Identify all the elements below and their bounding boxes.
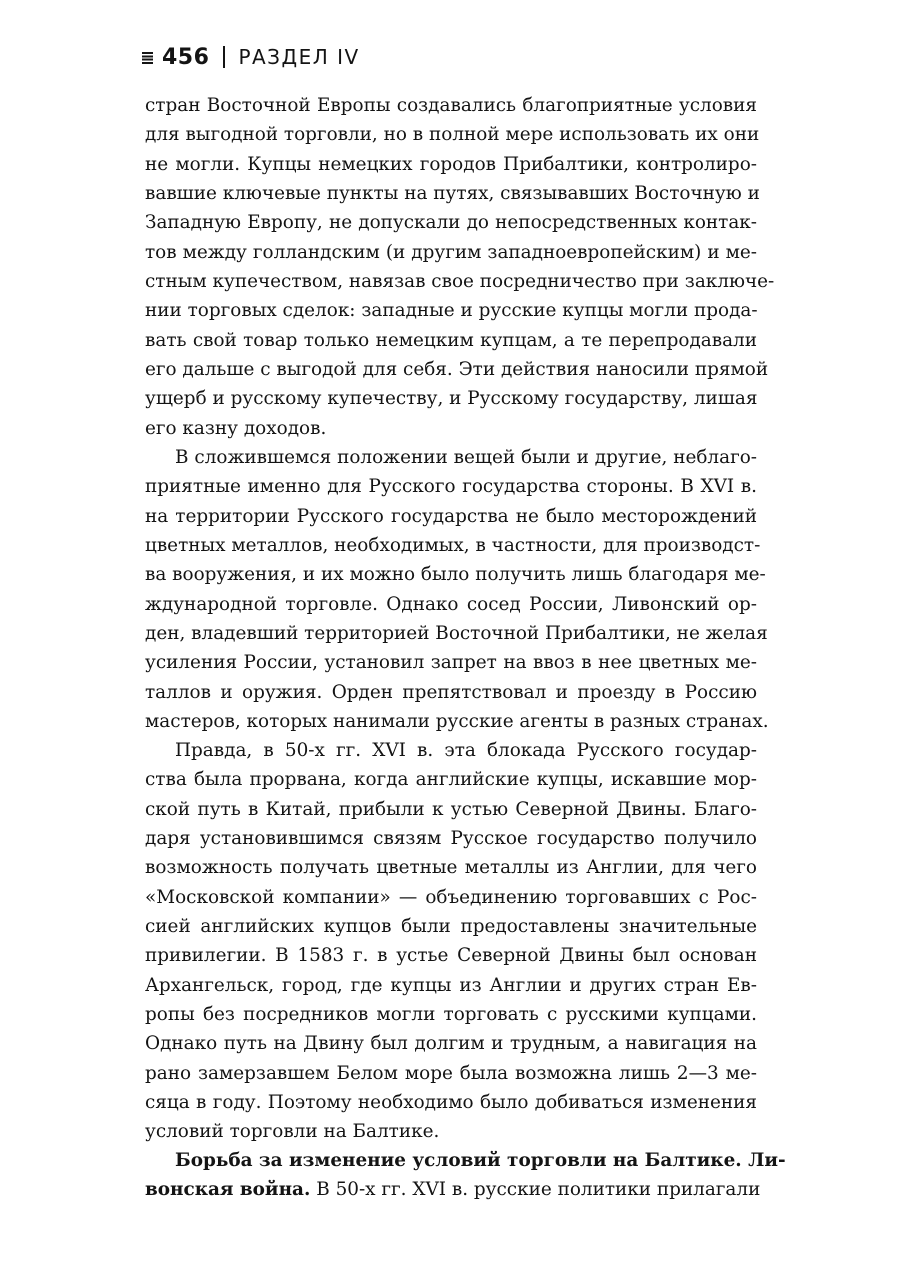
text-line: тов между голландским (и другим западноевропейским) и ме- <box>145 241 757 263</box>
paragraph-3 <box>145 736 757 1147</box>
text-line: стным купечеством, навязав свое посредничество при заключе- <box>145 271 775 293</box>
text-line: вать свой товар только немецким купцам, а те перепродавали <box>145 329 757 351</box>
text-line: ждународной торговле. Однако сосед России, Ливонский ор- <box>145 593 757 615</box>
text-line: Правда, в 50-х гг. XVI в. эта блокада Русского государ- <box>175 740 757 761</box>
text-line: сяца в году. Поэтому необходимо было добиваться изменения <box>145 1092 757 1114</box>
text-line: цветных металлов, необходимых, в частности, для производст- <box>145 535 761 557</box>
header-divider <box>223 46 225 68</box>
running-header <box>142 42 360 72</box>
text-line: ропы без посредников могли торговать с русскими купцами. <box>145 1004 757 1026</box>
text-line: его дальше с выгодой для себя. Эти действия наносили прямой <box>145 359 769 381</box>
paragraph-1 <box>145 91 775 443</box>
text-line: рано замерзавшем Белом море была возможна лишь 2—3 ме- <box>145 1062 757 1084</box>
text-line: В сложившемся положении вещей были и другие, неблаго- <box>175 447 757 468</box>
text-line: условий торговли на Балтике. <box>145 1121 440 1143</box>
text-line: его казну доходов. <box>145 417 327 439</box>
text-line: сией английских купцов были предоставлены значительные <box>145 916 757 938</box>
section-title: РАЗДЕЛ IV <box>238 45 360 69</box>
text-line: стран Восточной Европы создавались благоприятные условия <box>145 95 757 116</box>
section-heading-continued: вонская война. <box>145 1179 311 1201</box>
text-line: ущерб и русскому купечеству, и Русскому государству, лишая <box>145 388 758 410</box>
text-line: Западную Европу, не допускали до непосредственных контак- <box>145 212 757 234</box>
section-heading: Борьба за изменение условий торговли на Балтике. Ли- <box>175 1150 786 1171</box>
text-line: ской путь в Китай, прибыли к устью Северной Двины. Благо- <box>145 798 757 820</box>
text-line: ва вооружения, и их можно было получить лишь благодаря ме- <box>145 564 766 586</box>
text-line: ства была прорвана, когда английские купцы, искавшие мор- <box>145 769 757 791</box>
text-line: Архангельск, город, где купцы из Англии и других стран Ев- <box>145 974 757 996</box>
text-line <box>145 1175 761 1204</box>
text-line: вавшие ключевые пункты на путях, связывавших Восточную и <box>145 183 760 205</box>
text-line: не могли. Купцы немецких городов Прибалтики, контролиро- <box>145 153 757 175</box>
text-line: усиления России, установил запрет на ввоз в нее цветных ме- <box>145 652 757 674</box>
text-line: «Московской компании» — объединению торговавших с Рос- <box>145 886 757 908</box>
text-line: приятные именно для Русского государства стороны. В XVI в. <box>145 476 757 498</box>
text-line: привилегии. В 1583 г. в устье Северной Двины был основан <box>145 945 757 967</box>
text-line: ден, владевший территорией Восточной Прибалтики, не желая <box>145 623 768 645</box>
paragraph-2 <box>145 443 769 736</box>
page-marker-icon <box>142 51 153 64</box>
text-line: даря установившимся связям Русское государство получило <box>145 828 757 850</box>
text-line: на территории Русского государства не было месторождений <box>145 505 757 527</box>
text-line: возможность получать цветные металлы из Англии, для чего <box>145 857 757 879</box>
text-line: таллов и оружия. Орден препятствовал и проезду в Россию <box>145 681 757 703</box>
text-line: нии торговых сделок: западные и русские купцы могли прода- <box>145 300 758 322</box>
text-line: мастеров, которых нанимали русские агенты в разных странах. <box>145 711 769 733</box>
paragraph-4 <box>145 1146 786 1205</box>
text-line: Однако путь на Двину был долгим и трудным, а навигация на <box>145 1033 757 1055</box>
page-number: 456 <box>162 44 210 70</box>
text-line: для выгодной торговли, но в полной мере использовать их они <box>145 124 760 146</box>
text-run: В 50-х гг. XVI в. русские политики прилагали <box>310 1179 761 1201</box>
